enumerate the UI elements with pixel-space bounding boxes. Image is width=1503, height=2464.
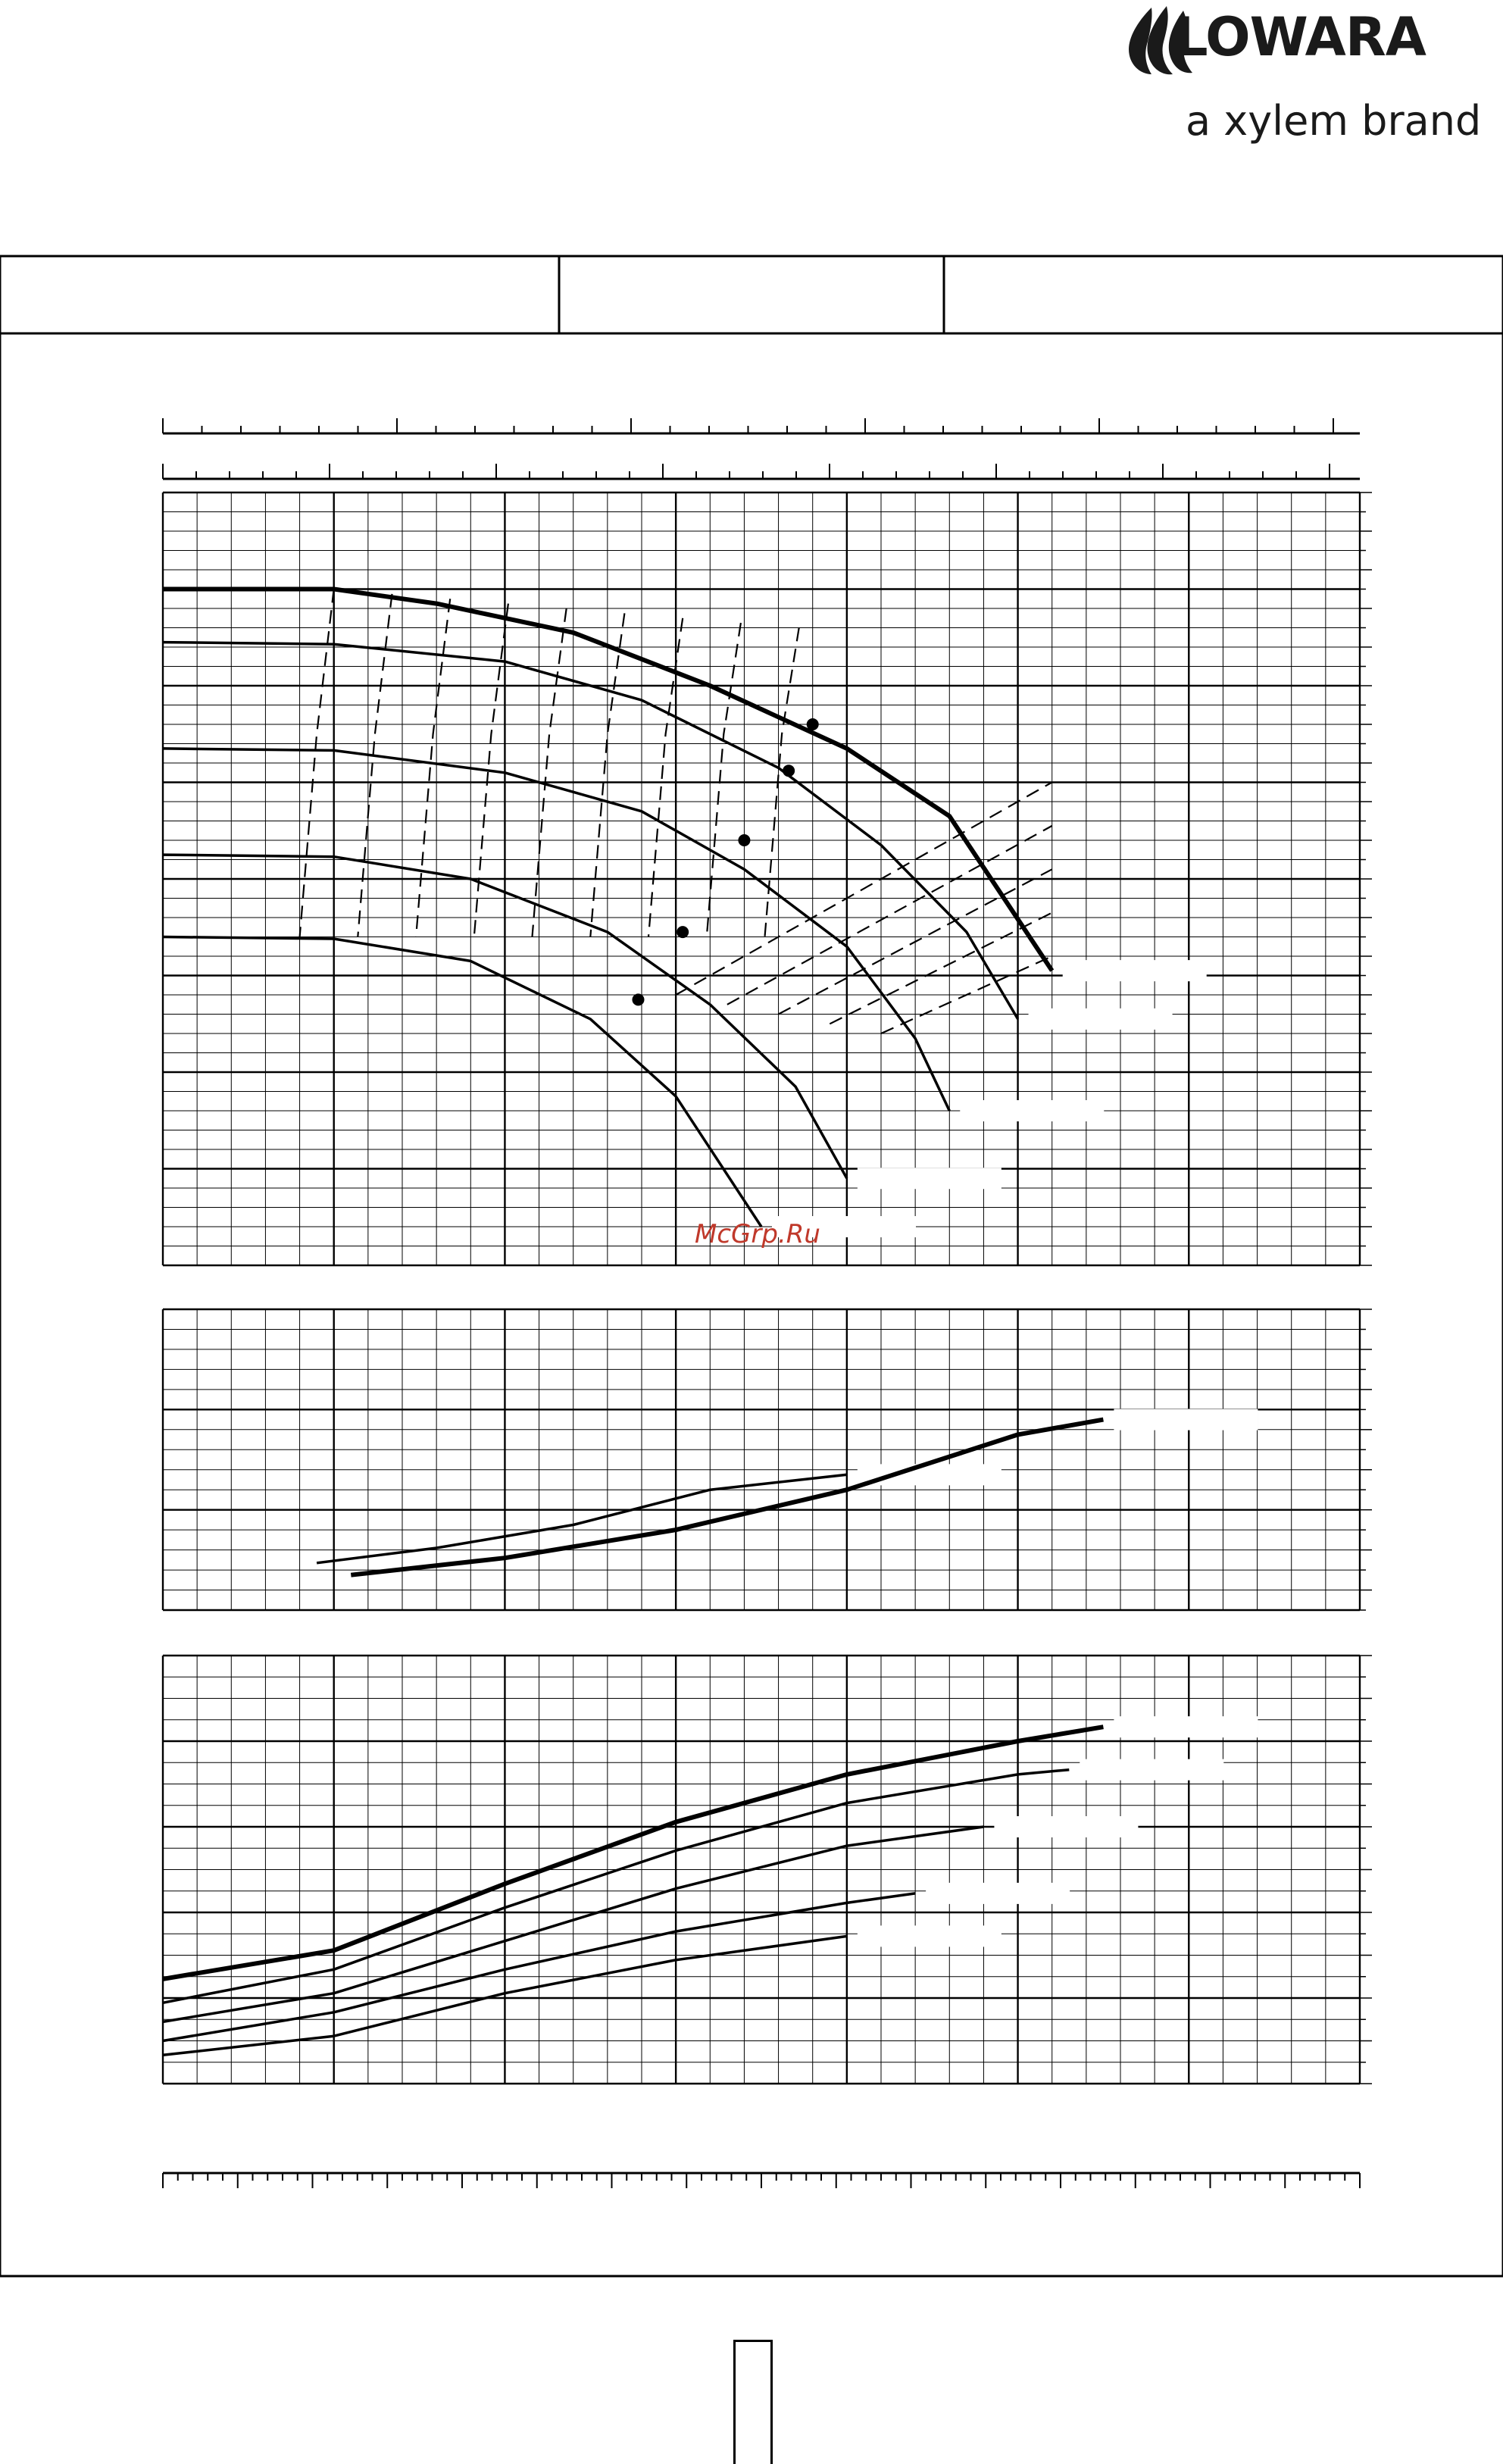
series-line-2 bbox=[163, 643, 1018, 1019]
bottom-flow-scale bbox=[163, 2173, 1360, 2188]
series-label-box-1 bbox=[858, 1464, 1001, 1485]
npsh-limit-point-3 bbox=[738, 834, 750, 846]
page-number-box bbox=[733, 2340, 773, 2464]
series-label-box-4 bbox=[858, 1168, 1001, 1189]
npsh-limit-point-1 bbox=[807, 718, 819, 730]
series-label-box-4 bbox=[926, 1883, 1070, 1904]
head-curve-chart bbox=[163, 492, 1372, 1265]
series-label-box-5 bbox=[858, 1925, 1001, 1946]
efficiency-isoline-2 bbox=[358, 594, 392, 937]
series-line-2 bbox=[351, 1420, 1103, 1575]
efficiency-isoline-8 bbox=[707, 623, 741, 937]
power-curve-chart bbox=[163, 1656, 1372, 2084]
series-label-box-2 bbox=[1029, 1008, 1173, 1030]
series-line-3 bbox=[163, 749, 949, 1111]
watermark-text: McGrp.Ru bbox=[695, 1219, 820, 1249]
npsh-limit-point-4 bbox=[677, 926, 689, 938]
series-label-box-2 bbox=[1080, 1759, 1223, 1781]
series-label-box-3 bbox=[994, 1816, 1138, 1837]
series-label-box-3 bbox=[960, 1100, 1104, 1121]
efficiency-isoline-3 bbox=[416, 599, 450, 937]
series-label-box-1 bbox=[1114, 1716, 1258, 1737]
npsh-limit-point-2 bbox=[783, 765, 795, 777]
efficiency-isoline-5 bbox=[533, 608, 567, 937]
brand-tagline: a xylem brand bbox=[1186, 97, 1482, 145]
series-line-5 bbox=[163, 937, 761, 1227]
npsh-curve-chart bbox=[163, 1309, 1372, 1610]
series-label-box-1 bbox=[1063, 960, 1207, 981]
series-label-box-2 bbox=[1114, 1409, 1258, 1431]
top-flow-scale bbox=[163, 418, 1360, 479]
npsh-limit-point-5 bbox=[632, 993, 644, 1005]
brand-name: LOWARA bbox=[1174, 6, 1426, 68]
